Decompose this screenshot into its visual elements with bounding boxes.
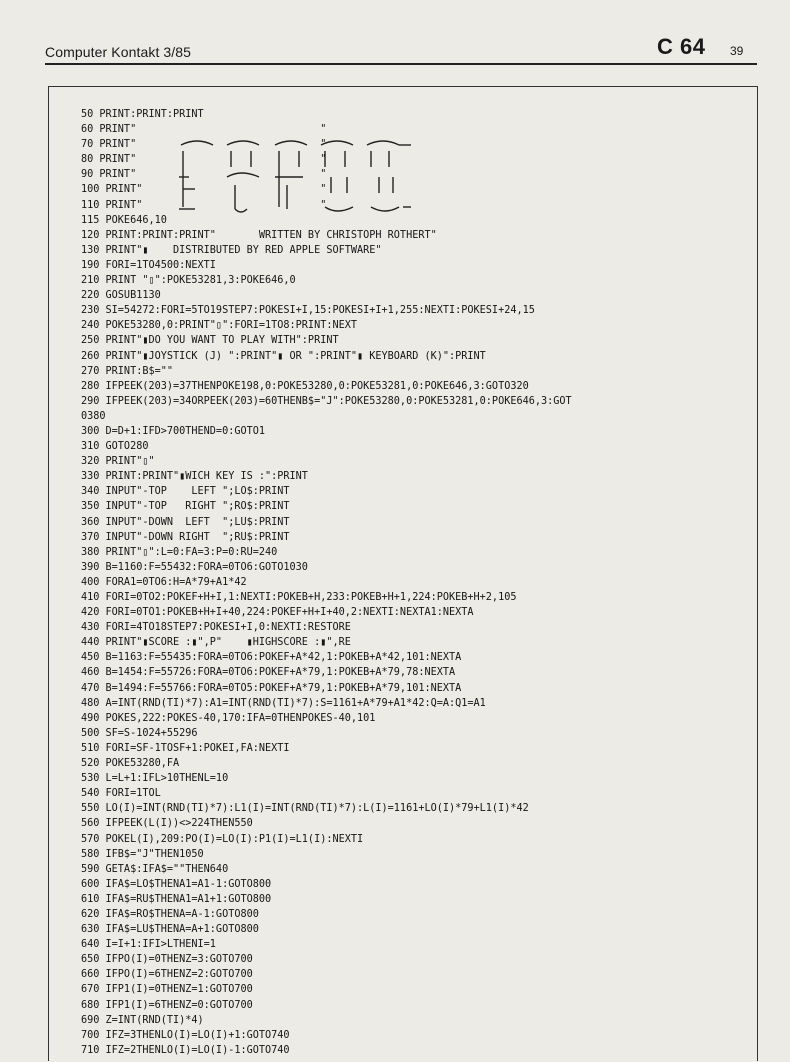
code-line: 130 PRINT"▮ DISTRIBUTED BY RED APPLE SOFTWARE" [81,244,382,256]
magazine-title: Computer Kontakt 3/85 [45,44,192,60]
code-line: 90 PRINT" " [81,169,327,181]
page-header [0,0,790,70]
code-line: 590 GETA$:IFA$=""THEN640 [81,863,229,875]
code-line: 640 I=I+1:IFI>LTHENI=1 [81,939,216,951]
code-line: 570 POKEL(I),209:PO(I)=LO(I):P1(I)=L1(I):NEXTI [81,833,364,845]
code-line: 60 PRINT" " [81,124,327,136]
code-line: 470 B=1494:F=55766:FORA=0TO5:POKEF+A*79,1:POKEB+A*79,101:NEXTA [81,682,462,694]
code-line: 690 Z=INT(RND(TI)*4) [81,1014,204,1026]
code-line: 50 PRINT:PRINT:PRINT [81,109,204,120]
code-line: 710 IFZ=2THENLO(I)=LO(I)-1:GOTO740 [81,1044,290,1056]
code-line: 190 FORI=1TO4500:NEXTI [81,259,216,271]
code-line: 260 PRINT"▮JOYSTICK (J) ":PRINT"▮ OR ":PRINT"▮ KEYBOARD (K)":PRINT [81,350,486,362]
code-line: 210 PRINT "▯":POKE53281,3:POKE646,0 [81,275,296,287]
code-line: 250 PRINT"▮DO YOU WANT TO PLAY WITH":PRINT [81,335,339,347]
code-line: 115 POKE646,10 [81,214,167,226]
code-line: 680 IFP1(I)=6THENZ=0:GOTO700 [81,999,253,1011]
code-line: 560 IFPEEK(L(I))<>224THEN550 [81,818,253,830]
code-line: 700 IFZ=3THENLO(I)=LO(I)+1:GOTO740 [81,1029,290,1041]
code-line: 550 LO(I)=INT(RND(TI)*7):L1(I)=INT(RND(TI)*7):L(I)=1161+LO(I)*79+L1(I)*42 [81,803,529,815]
code-line: 530 L=L+1:IFL>10THENL=10 [81,773,229,785]
code-line: 400 FORA1=0TO6:H=A*79+A1*42 [81,576,247,588]
code-line: 290 IFPEEK(203)=34ORPEEK(203)=60THENB$="J":POKE53280,0:POKE53281,0:POKE646,3:GOT [81,395,572,407]
code-line: 460 B=1454:F=55726:FORA=0TO6:POKEF+A*79,1:POKEB+A*79,78:NEXTA [81,667,456,679]
code-line: 670 IFP1(I)=0THENZ=1:GOTO700 [81,984,253,996]
page-number: 39 [730,44,744,58]
code-line: 650 IFPO(I)=0THENZ=3:GOTO700 [81,954,253,966]
code-line: 390 B=1160:F=55432:FORA=0TO6:GOTO1030 [81,561,308,573]
code-line: 630 IFA$=LU$THENA=A+1:GOTO800 [81,924,259,936]
code-line: 610 IFA$=RU$THENA1=A1+1:GOTO800 [81,893,272,905]
basic-listing [81,107,572,1058]
code-line: 340 INPUT"-TOP LEFT ";LO$:PRINT [81,486,290,498]
header-rule [45,63,757,65]
code-line: 120 PRINT:PRINT:PRINT" WRITTEN BY CHRISTOPH ROTHERT" [81,229,437,241]
listing-frame [48,86,758,1061]
code-line: 100 PRINT" " [81,184,327,196]
code-line: 370 INPUT"-DOWN RIGHT ";RU$:PRINT [81,531,290,543]
code-line: 600 IFA$=LO$THENA1=A1-1:GOTO800 [81,878,272,890]
code-line: 380 PRINT"▯":L=0:FA=3:P=0:RU=240 [81,546,278,558]
code-line: 410 FORI=0TO2:POKEF+H+I,1:NEXTI:POKEB+H,233:POKEB+H+1,224:POKEB+H+2,105 [81,592,517,603]
code-line: 660 IFPO(I)=6THENZ=2:GOTO700 [81,969,253,981]
code-line: 110 PRINT" " [81,199,327,211]
code-line: 360 INPUT"-DOWN LEFT ";LU$:PRINT [81,516,290,528]
code-line: 230 SI=54272:FORI=5TO19STEP7:POKESI+I,15:POKESI+I+1,255:NEXTI:POKESI+24,15 [81,305,535,317]
system-label: C 64 [657,34,706,59]
code-line: 300 D=D+1:IFD>700THEND=0:GOTO1 [81,425,266,437]
code-line: 240 POKE53280,0:PRINT"▯":FORI=1TO8:PRINT:NEXT [81,320,358,332]
code-line: 280 IFPEEK(203)=37THENPOKE198,0:POKE53280,0:POKE53281,0:POKE646,3:GOTO320 [81,380,529,392]
code-line: 310 GOTO280 [81,441,149,453]
code-line: 320 PRINT"▯" [81,456,155,468]
code-line: 0380 [81,410,106,422]
code-line: 430 FORI=4TO18STEP7:POKESI+I,0:NEXTI:RESTORE [81,622,351,634]
code-line: 580 IFB$="J"THEN1050 [81,848,204,860]
code-line: 440 PRINT"▮SCORE :▮",P" ▮HIGHSCORE :▮",RE [81,637,351,649]
code-line: 80 PRINT" " [81,154,327,166]
code-line: 70 PRINT" " [81,139,327,151]
code-line: 450 B=1163:F=55435:FORA=0TO6:POKEF+A*42,1:POKEB+A*42,101:NEXTA [81,652,462,664]
code-line: 510 FORI=SF-1TOSF+1:POKEI,FA:NEXTI [81,742,290,754]
code-line: 540 FORI=1TOL [81,788,161,800]
code-line: 350 INPUT"-TOP RIGHT ";RO$:PRINT [81,501,290,513]
code-line: 270 PRINT:B$="" [81,365,174,377]
code-line: 480 A=INT(RND(TI)*7):A1=INT(RND(TI)*7):S=1161+A*79+A1*42:Q=A:Q1=A1 [81,697,486,709]
code-line: 220 GOSUB1130 [81,290,161,302]
code-line: 500 SF=S-1024+55296 [81,727,198,739]
code-line: 520 POKE53280,FA [81,758,180,770]
code-line: 330 PRINT:PRINT"▮WICH KEY IS :":PRINT [81,471,308,483]
code-line: 620 IFA$=RO$THENA=A-1:GOTO800 [81,908,259,920]
code-line: 420 FORI=0TO1:POKEB+H+I+40,224:POKEF+H+I+40,2:NEXTI:NEXTA1:NEXTA [81,607,474,619]
code-line: 490 POKES,222:POKES-40,170:IFA=0THENPOKES-40,101 [81,712,376,724]
title-graphic [175,137,425,219]
